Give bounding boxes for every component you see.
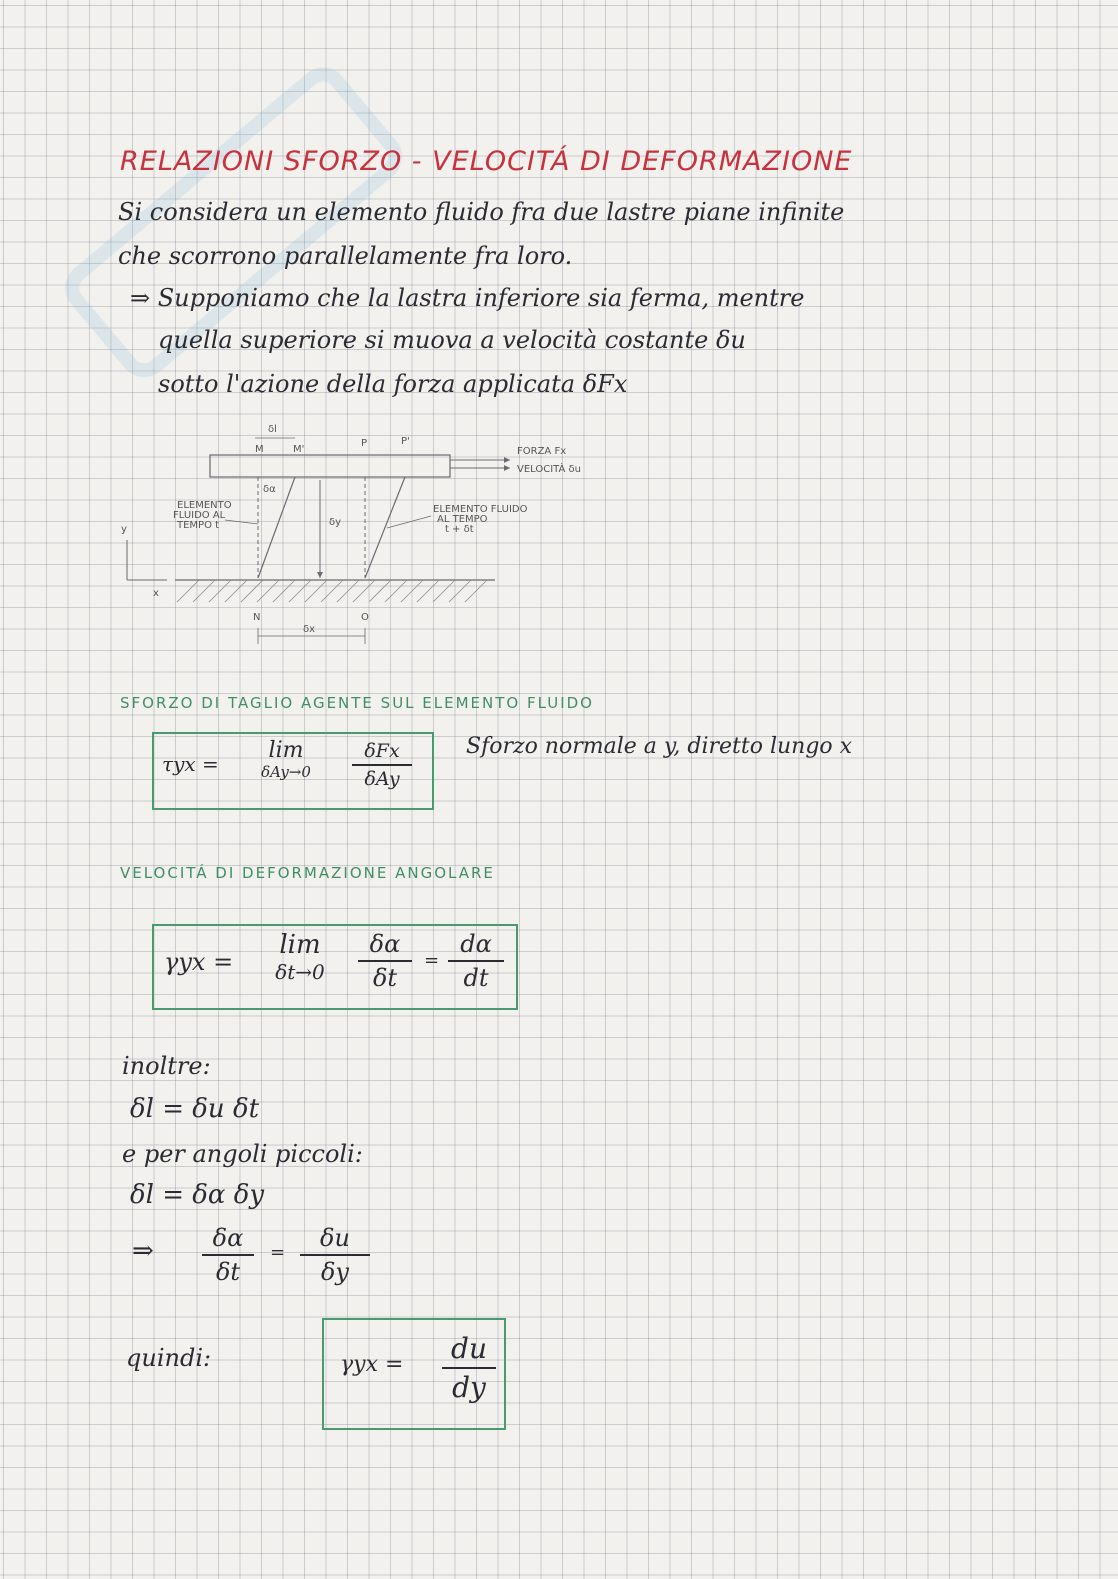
strain-lim-sub: δt→0: [275, 960, 325, 984]
small-angles-text: e per angoli piccoli:: [122, 1140, 363, 1168]
equation-dl-da-dy: δl = δα δy: [130, 1180, 265, 1210]
label-P-prime: P': [401, 436, 410, 447]
strain-lhs: γyx =: [164, 948, 234, 976]
shear-limit: [246, 738, 326, 781]
inoltre-text: inoltre:: [122, 1052, 211, 1080]
shear-lhs: τyx =: [162, 752, 219, 776]
shear-lim-sub: δAy→0: [261, 763, 311, 781]
label-N: N: [253, 612, 261, 623]
derivation-equals: =: [270, 1242, 286, 1263]
label-M: M: [255, 444, 264, 455]
deriv-f1-num: δα: [212, 1224, 244, 1252]
shear-fraction: [352, 740, 412, 790]
strain-num1: δα: [369, 930, 401, 958]
intro-line-2: che scorrono parallelamente fra loro.: [118, 242, 573, 270]
element-t-line1: ELEMENTO: [177, 500, 232, 511]
axis-y-label: y: [121, 524, 127, 535]
shear-heading: SFORZO DI TAGLIO AGENTE SUL ELEMENTO FLUIDO: [120, 694, 594, 712]
equation-dl-du-dt: δl = δu δt: [130, 1094, 260, 1124]
shear-note: Sforzo normale a y, diretto lungo x: [466, 734, 853, 759]
dl-label: δl: [268, 424, 277, 435]
dx-label: δx: [303, 624, 316, 635]
dy-label: δy: [329, 517, 342, 528]
element-tdt-line1: ELEMENTO FLUIDO: [433, 504, 528, 515]
deriv-f1-den: δt: [215, 1258, 241, 1286]
final-den: dy: [452, 1371, 486, 1404]
watermark-logo: [30, 40, 450, 420]
velocity-label: VELOCITÀ δu: [517, 464, 581, 475]
intro-line-5: sotto l'azione della forza applicata δFx: [158, 370, 628, 398]
strain-limit: [258, 930, 342, 984]
strain-lim: lim: [279, 930, 321, 960]
strain-fraction-1: [358, 930, 412, 992]
strain-num2: dα: [460, 930, 492, 958]
axis-x-label: x: [153, 588, 159, 599]
page-title: RELAZIONI SFORZO - VELOCITÁ DI DEFORMAZIONE: [120, 146, 853, 177]
label-M-prime: M': [293, 444, 305, 455]
strain-den1: δt: [372, 964, 398, 992]
fluid-element-diagram: [115, 420, 635, 660]
final-fraction: [442, 1332, 496, 1404]
label-O: O: [361, 612, 369, 623]
lower-plate-hatch: [177, 580, 487, 602]
force-label: FORZA Fx: [517, 446, 567, 457]
intro-line-3: ⇒ Supponiamo che la lastra inferiore sia ferma, mentre: [130, 284, 805, 312]
deriv-f2-den: δy: [320, 1258, 349, 1286]
shear-lim: lim: [268, 738, 304, 763]
intro-line-4: quella superiore si muova a velocità costante δu: [158, 326, 746, 354]
strain-heading: VELOCITÁ DI DEFORMAZIONE ANGOLARE: [120, 864, 495, 882]
quindi-text: quindi:: [126, 1344, 212, 1372]
strain-equals: =: [424, 950, 440, 971]
final-num: du: [451, 1332, 487, 1365]
intro-line-1: Si considera un elemento fluido fra due lastre piane infinite: [118, 198, 845, 226]
element-t-line2: FLUIDO AL: [173, 510, 226, 521]
element-tdt-line2: AL TEMPO: [437, 514, 488, 525]
deriv-f2-num: δu: [320, 1224, 350, 1252]
derivation-fraction-1: [202, 1224, 254, 1286]
upper-plate: [210, 455, 450, 477]
element-tdt-line3: t + δt: [445, 524, 474, 535]
implies-arrow: ⇒: [132, 1236, 154, 1266]
final-lhs: γyx =: [340, 1352, 404, 1377]
strain-den2: dt: [463, 964, 489, 992]
shear-num: δFx: [364, 740, 400, 762]
element-t-line3: TEMPO t: [177, 520, 220, 531]
strain-fraction-2: [448, 930, 504, 992]
shear-den: δAy: [364, 768, 400, 790]
derivation-fraction-2: [300, 1224, 370, 1286]
label-P: P: [361, 438, 368, 449]
d-alpha-label: δα: [263, 484, 276, 495]
